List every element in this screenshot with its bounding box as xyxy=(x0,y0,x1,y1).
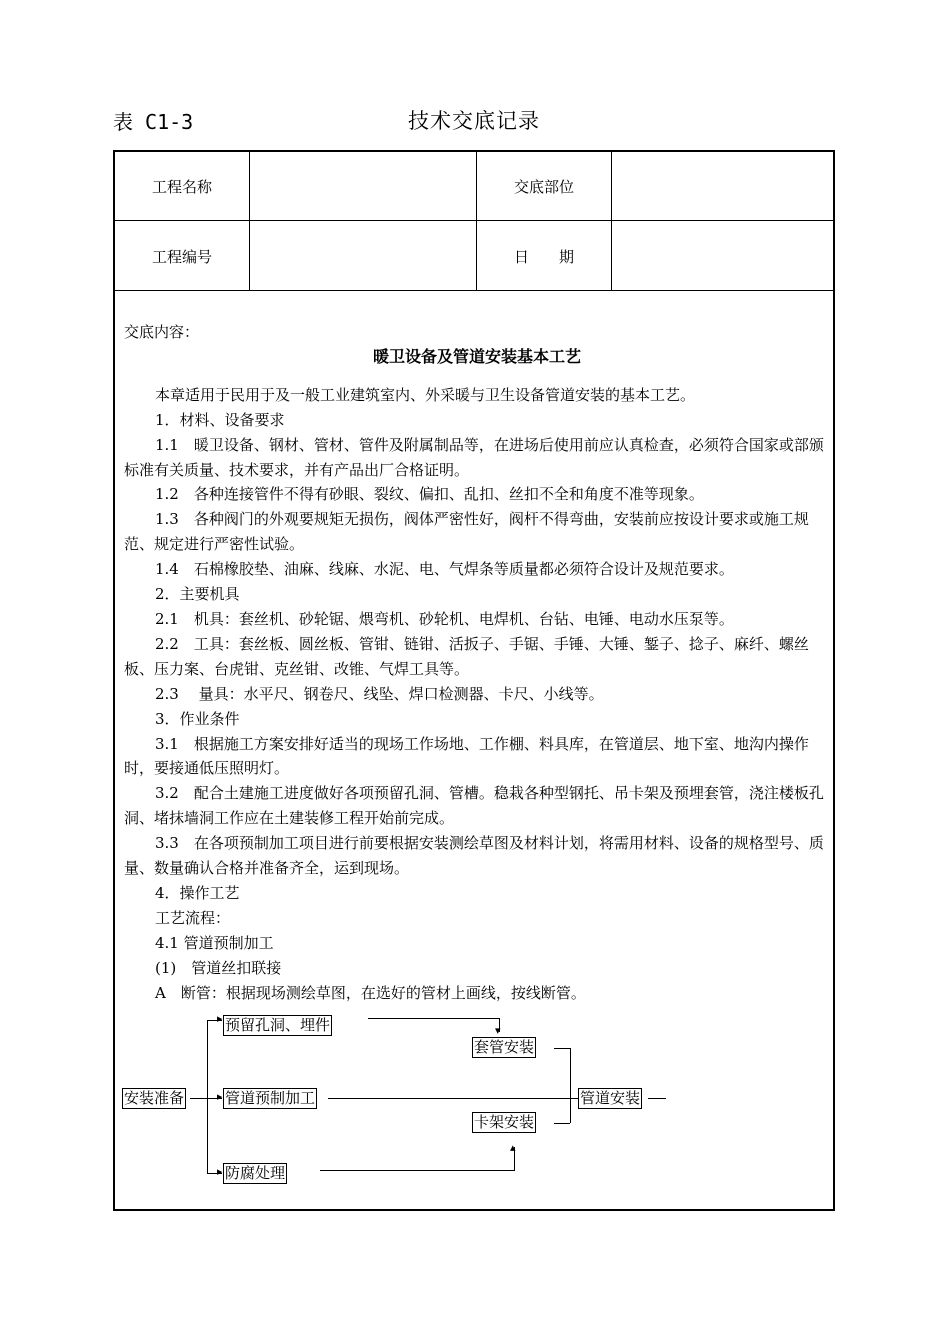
date-label: 日 期 xyxy=(513,248,574,266)
connector-line xyxy=(570,1048,571,1123)
step-anticorrosion: 防腐处理 xyxy=(225,1164,286,1182)
part-label: 交底部位 xyxy=(513,178,574,196)
section-heading: 4．操作工艺 xyxy=(155,883,240,902)
section-heading: 3．作业条件 xyxy=(155,709,240,728)
paragraph: A 断管：根据现场测绘草图，在选好的管材上画线，按线断管。 xyxy=(155,983,586,1002)
paragraph: 3.1 根据施工方案安排好适当的现场工作场地、工作棚、料具库，在管道层、地下室、地沟内操作时，要接通低压照明灯。 xyxy=(124,734,809,778)
step-prefab: 管道预制加工 xyxy=(225,1089,316,1107)
connector-line xyxy=(648,1098,666,1099)
paragraph: (1) 管道丝扣联接 xyxy=(155,958,282,977)
step-bracket-install: 卡架安装 xyxy=(474,1113,535,1131)
step-sleeve-install: 套管安装 xyxy=(474,1038,535,1056)
content-subtitle: 暖卫设备及管道安装基本工艺 xyxy=(372,346,581,366)
content-label: 交底内容： xyxy=(124,323,200,341)
step-reserve-holes: 预留孔洞、埋件 xyxy=(225,1016,331,1034)
paragraph: 3.2 配合土建施工进度做好各项预留孔洞、管槽。稳栽各种型钢托、吊卡架及预埋套管，浇注楼板孔洞、堵抹墙洞工作应在土建装修工程开始前完成。 xyxy=(124,784,824,828)
connector-line xyxy=(328,1098,578,1099)
table-code: 表 C1-3 xyxy=(113,110,194,134)
arrow-up-icon: ▴ xyxy=(510,1141,516,1154)
paragraph: 2.3 量具：水平尺、钢卷尺、线坠、焊口检测器、卡尺、小线等。 xyxy=(155,684,604,703)
arrow-right-icon: ▸ xyxy=(217,1012,223,1025)
paragraph: 1.1 暖卫设备、钢材、管材、管件及附属制品等，在进场后使用前应认真检查，必须符合国家或部颁标准有关质量、技术要求，并有产品出厂合格证明。 xyxy=(124,435,824,479)
paragraph: 1.4 石棉橡胶垫、油麻、线麻、水泥、电、气焊条等质量都必须符合设计及规范要求。 xyxy=(155,560,734,579)
project-name-label: 工程名称 xyxy=(151,178,212,196)
paragraph: 1.3 各种阀门的外观要规矩无损伤，阀体严密性好，阀杆不得弯曲，安装前应按设计要求或施工规范、规定进行严密性试验。 xyxy=(124,510,809,554)
paragraph: 工艺流程： xyxy=(155,908,231,927)
connector-line xyxy=(554,1048,570,1049)
step-prepare: 安装准备 xyxy=(124,1089,185,1107)
paragraph: 1.2 各种连接管件不得有砂眼、裂纹、偏扣、乱扣、丝扣不全和角度不准等现象。 xyxy=(155,485,704,504)
step-pipe-install: 管道安装 xyxy=(580,1089,641,1107)
record-form xyxy=(113,150,835,1211)
section-heading: 2．主要机具 xyxy=(155,585,240,604)
project-no-label: 工程编号 xyxy=(151,248,212,266)
arrow-right-icon: ▸ xyxy=(217,1090,223,1103)
connector-line xyxy=(368,1018,500,1019)
arrow-right-icon: ▸ xyxy=(217,1165,223,1178)
paragraph: 4.1 管道预制加工 xyxy=(155,933,274,952)
process-flowchart xyxy=(115,152,837,1213)
paragraph: 本章适用于民用于及一般工业建筑室内、外采暖与卫生设备管道安装的基本工艺。 xyxy=(155,385,696,404)
connector-line xyxy=(207,1020,208,1174)
arrow-down-icon: ▾ xyxy=(495,1024,501,1037)
paragraph: 2.1 机具：套丝机、砂轮锯、煨弯机、砂轮机、电焊机、台钻、电锤、电动水压泵等。 xyxy=(155,609,734,628)
connector-line xyxy=(190,1098,207,1099)
connector-line xyxy=(554,1123,570,1124)
connector-line xyxy=(320,1170,515,1171)
document-title: 技术交底记录 xyxy=(408,109,540,133)
paragraph: 3.3 在各项预制加工项目进行前要根据安装测绘草图及材料计划，将需用材料、设备的规格型号、质量、数量确认合格并准备齐全，运到现场。 xyxy=(124,834,824,878)
section-heading: 1．材料、设备要求 xyxy=(155,410,285,429)
paragraph: 2.2 工具：套丝板、圆丝板、管钳、链钳、活扳子、手锯、手锤、大锤、錾子、捻子、麻纤、螺丝板、压力案、台虎钳、克丝钳、改锥、气焊工具等。 xyxy=(124,634,809,678)
